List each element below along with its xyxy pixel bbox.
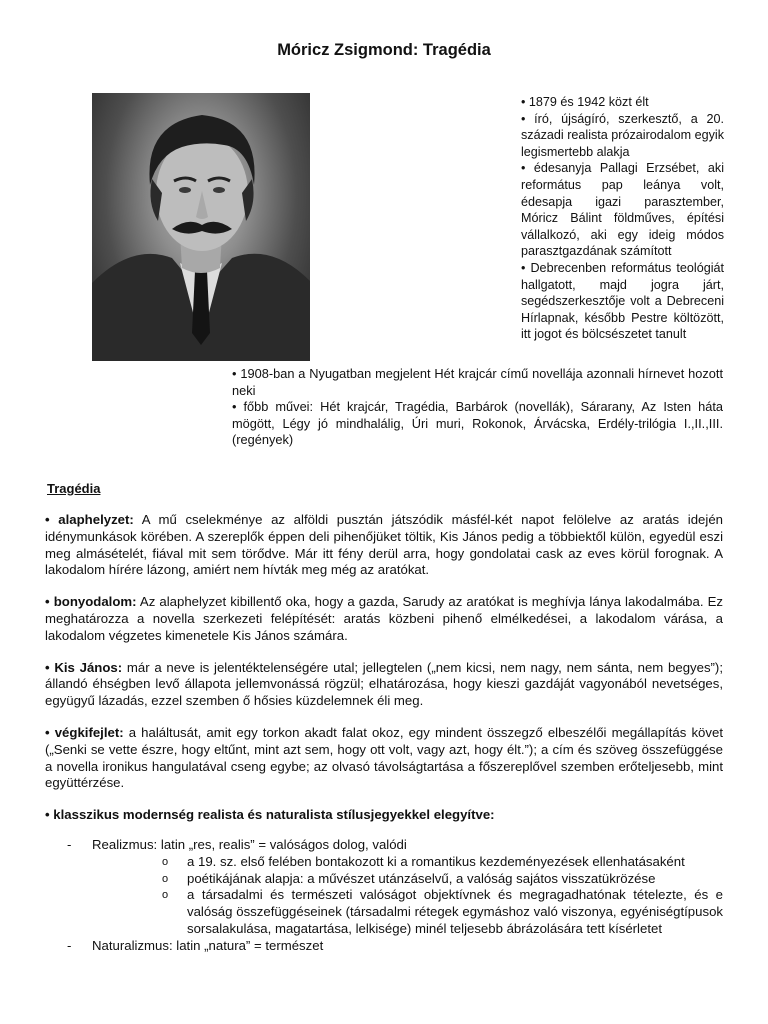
circle-bullet: o bbox=[162, 855, 169, 868]
paragraph-alaphelyzet bbox=[45, 512, 723, 579]
page-title: Móricz Zsigmond: Tragédia bbox=[277, 41, 491, 59]
paragraph-label: • Kis János: bbox=[45, 659, 123, 675]
bio-item: • főbb művei: Hét krajcár, Tragédia, Barbárok (novellák), Sárarany, Az Isten háta mögött, Légy jó mindhalálig, Úri muri, Rokonok, Árvácska, Erdély-trilógia I.,II.,III. (regények) bbox=[232, 399, 723, 448]
dash-marker: - bbox=[67, 836, 72, 852]
biography-works-column bbox=[232, 366, 723, 449]
sublist-item bbox=[45, 854, 723, 871]
list-item-naturalism bbox=[45, 938, 723, 955]
analysis-body bbox=[45, 512, 723, 955]
paragraph-text: A mű cselekménye az alföldi pusztán játszódik másfél-két napot felölelve az aratás idején idénymunkások körében. A szereplők éppen deli pihenőjüket töltik, Kis János pedig a többiektől külön, egyedül eszi meg almásételét, fiával mit sem törődve. Már itt fény derül arra, hogy gondolatai cask az eves körül forognak. A lakodalom hírére lázong, amiért nem hívták meg még az aratókat. bbox=[45, 512, 723, 578]
paragraph-bonyodalom bbox=[45, 594, 723, 644]
sublist-item bbox=[45, 871, 723, 888]
paragraph-text: a haláltusát, amit egy torkon akadt falat okoz, egy mindent összegző elbeszélői megállapítás követ („Senki se vette észre, hogy eltűnt, mint azt sem, hogy ott volt, vagy azt, hogy élt.”); a cím és szöveg összefüggése a novella ironikus hangulatával cseng egybe; az olvasó távolságtartása a főszereplővel szemben erőteljesebb, mint együttérzése. bbox=[45, 724, 723, 791]
section-title: Tragédia bbox=[47, 481, 101, 496]
bio-item: • Debrecenben református teológiát hallgatott, majd jogra járt, segédszerkesztője volt a Debreceni Hírlapnak, később Pestre költözött, itt jogot és bölcsészetet tanult bbox=[521, 260, 724, 342]
bio-item: • író, újságíró, szerkesztő, a 20. századi realista prózairodalom egyik legismertebb alakja bbox=[521, 111, 724, 159]
realism-sublist bbox=[45, 854, 723, 938]
list-item-realism bbox=[45, 837, 723, 854]
bio-item: • édesanyja Pallagi Erzsébet, aki református pap leánya volt, édesapja igazi parasztember, Móricz Bálint földműves, építési vállalkozó, aki egy ideig módos parasztgazdának számított bbox=[521, 161, 724, 259]
bio-item: • 1908-ban a Nyugatban megjelent Hét krajcár című novellája azonnali hírnevet hozott neki bbox=[232, 366, 723, 398]
author-portrait bbox=[92, 93, 310, 361]
circle-bullet: o bbox=[162, 889, 169, 902]
sublist-item-text: poétikájának alapja: a művészet utánzáselvű, a valóság sajátos visszatükrözése bbox=[187, 870, 656, 886]
list-item-text: Naturalizmus: latin „natura” = természet bbox=[92, 937, 324, 953]
paragraph-kis-janos bbox=[45, 660, 723, 710]
list-item-text: Realizmus: latin „res, realis” = valóságos dolog, valódi bbox=[92, 836, 407, 852]
sublist-item-text: a 19. sz. első felében bontakozott ki a romantikus kezdeményezések ellenhatásaként bbox=[187, 853, 685, 869]
paragraph-label: • végkifejlet: bbox=[45, 724, 124, 740]
sublist-item-text: a társadalmi és természeti valóságot objektívnek és megragadhatónak tételezte, és e valóság összefüggéseinek (társadalmi rétegek egymáshoz való viszonya, egyéniségtípusok sorsalakulása, magatartása, lelkisége) minél teljesebb ábrázolására tett kísérletet bbox=[187, 887, 723, 936]
paragraph-text: Az alaphelyzet kibillentő oka, hogy a gazda, Sarudy az aratókat is meghívja lánya lakodalmába. Ez meghatározza a novella szerkezeti felépítését: aratás közbeni pihenő elmélkedései, a lakodalom várása, a lakodalom végzetes kimenetele Kis János számára. bbox=[45, 594, 723, 643]
sublist-item bbox=[45, 887, 723, 937]
bio-item: • 1879 és 1942 közt élt bbox=[521, 95, 649, 109]
paragraph-text: már a neve is jelentéktelenségére utal; jellegtelen („nem kicsi, nem nagy, nem sánta, nem begyes”); állandó éhségben levő állapota jellemvonássá rögzül; elhatározása, hogy kieszi gazdáját vagyonából nevetséges, együgyű lázadás, ezzel szemben ő hősies küzdelemnek éli meg. bbox=[45, 659, 723, 709]
circle-bullet: o bbox=[162, 872, 169, 885]
paragraph-vegkifejlet bbox=[45, 725, 723, 792]
paragraph-label: • alaphelyzet: bbox=[45, 512, 134, 527]
paragraph-label: • bonyodalom: bbox=[45, 594, 137, 610]
style-heading: • klasszikus modernség realista és naturalista stílusjegyekkel elegyítve: bbox=[45, 807, 495, 823]
dash-marker: - bbox=[67, 937, 72, 953]
biography-right-column bbox=[521, 94, 724, 343]
style-list bbox=[45, 837, 723, 955]
